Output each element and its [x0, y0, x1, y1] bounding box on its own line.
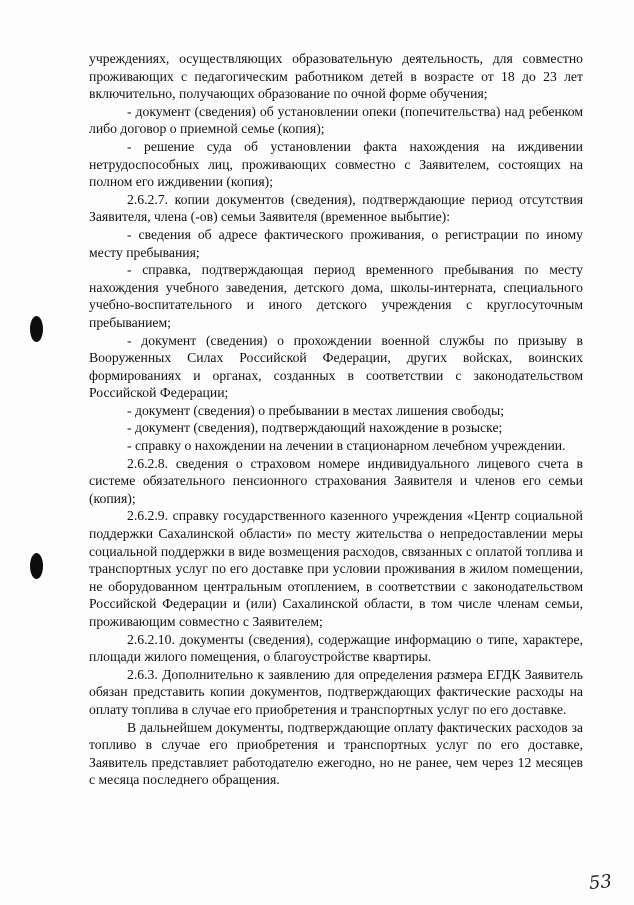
- binder-hole-mark: [30, 553, 43, 579]
- paragraph: - документ (сведения) о пребывании в местах лишения свободы;: [127, 402, 505, 418]
- paragraph: - справку о нахождении на лечении в стационарном лечебном учреждении.: [127, 438, 566, 454]
- paragraph: 2.6.3. Дополнительно к заявлению для определения размера ЕГДК Заявитель обязан представить копии документов, подтверждающих фактические расходы на оплату топлива в случае его приобретения и транспортных услуг по его доставке.: [89, 666, 583, 717]
- paragraph: 2.6.2.9. справку государственного казенного учреждения «Центр социальной поддержки Сахалинской области» по месту жительства о непредоставлении меры социальной поддержки в виде возмещения расходов, связанных с оплатой топлива и транспортных услуг по его доставке при условии проживания в жилом помещении, не оборудованном центральным отоплением, в соответствии с законодательством Российской Федерации и (или) Сахалинской области, в том числе членам семьи, проживающим совместно с Заявителем;: [89, 508, 583, 629]
- paragraph: - документ (сведения), подтверждающий нахождение в розыске;: [127, 420, 503, 436]
- paragraph: - сведения об адресе фактического проживания, о регистрации по иному месту пребывания;: [89, 226, 583, 260]
- paragraph: 2.6.2.7. копии документов (сведения), подтверждающие период отсутствия Заявителя, члена (-ов) семьи Заявителя (временное выбытие):: [89, 191, 583, 225]
- page-number: 53: [588, 870, 614, 895]
- binder-hole-mark: [30, 316, 43, 342]
- paragraph: - документ (сведения) о прохождении военной службы по призыву в Вооруженных Силах Российской Федерации, других войсках, воинских формированиях и органах, созданных в соответствии с законодательством Российской Федерации;: [89, 332, 583, 401]
- paragraph: В дальнейшем документы, подтверждающие оплату фактических расходов за топливо в случае его приобретения и транспортных услуг по его доставке, Заявитель представляет работодателю ежегодно, но не ранее, чем через 12 месяцев с месяца последнего обращения.: [89, 719, 583, 788]
- document-body: [89, 50, 583, 789]
- paragraph: 2.6.2.10. документы (сведения), содержащие информацию о типе, характере, площади жилого помещения, о благоустройстве квартиры.: [89, 631, 583, 665]
- paragraph: - решение суда об установлении факта нахождения на иждивении нетрудоспособных лиц, проживающих совместно с Заявителем, состоящих на полном его иждивении (копия);: [89, 138, 583, 190]
- paragraph: 2.6.2.8. сведения о страховом номере индивидуального лицевого счета в системе обязательного пенсионного страхования Заявителя и членов его семьи (копия);: [89, 455, 583, 506]
- paragraph: - документ (сведения) об установлении опеки (попечительства) над ребенком либо договор о приемной семье (копия);: [89, 103, 583, 137]
- paragraph: учреждениях, осуществляющих образовательную деятельность, для совместно проживающих с педагогическим работником детей в возрасте от 18 до 23 лет включительно, получающих образование по очной форме обучения;: [89, 51, 583, 102]
- paragraph: - справка, подтверждающая период временного пребывания по месту нахождения учебного заведения, детского дома, школы-интерната, специального учебно-воспитательного и иного детского учреждения с круглосуточным пребыванием;: [89, 262, 583, 330]
